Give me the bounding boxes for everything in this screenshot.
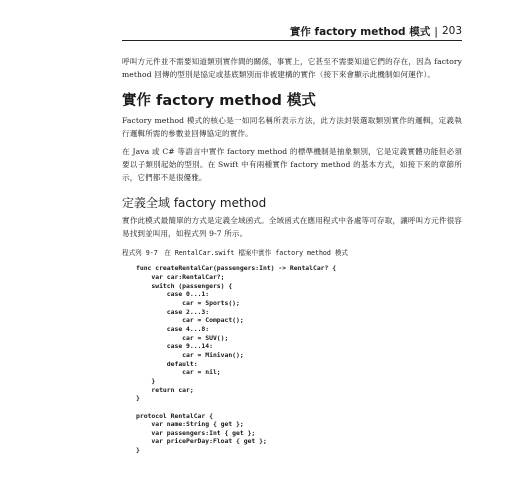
subsection-heading: 定義全域 factory method	[122, 196, 267, 211]
subsection-paragraph: 實作此模式最簡單的方式是定義全域函式。全域函式在應用程式中各處等可存取，讓呼叫方元件很容易找到並叫用，如程式列 9-7 所示。	[122, 216, 462, 238]
header-title: 實作 factory method 模式	[289, 25, 431, 38]
section-heading: 實作 factory method 模式	[122, 93, 316, 110]
section-paragraph-2: 在 Java 或 C# 等語言中實作 factory method 的標準機制是抽象類別，它是定義實體功能但必須要以子類別起始的型別。在 Swift 中有兩種實作 factory method 的基本方式，如接下來的章節所示，它們都不是很優雅。	[122, 147, 462, 182]
listing-caption: 程式列 9-7 在 RentalCar.swift 檔案中實作 factory method 模式	[122, 249, 349, 258]
section-paragraph-1: Factory method 模式的核心是一如同名稱所表示方法，此方法封裝選取類別實作的邏輯，定義執行邏輯所需的參數並回傳協定的實作。	[122, 116, 462, 138]
page-number: 203	[441, 25, 462, 37]
header-separator: |	[434, 24, 438, 38]
page-body	[122, 44, 462, 455]
code-listing: func createRentalCar(passengers:Int) -> RentalCar? { var car:RentalCar?; switch (passengers) { case 0...1: car = Sports(); case 2...3: car = Compact(); case 4...8: car = SUV(); case 9...14: car = Minivan(); default: car = nil; } return car; } protocol RentalCar { var name:String { get }; var passengers:Int { get }; var pricePerDay:Float { get }; }	[136, 264, 337, 455]
intro-paragraph: 呼叫方元件並不需要知道類別實作間的關係，事實上，它甚至不需要知道它們的存在，因為 factory method 回傳的型別是協定或基底類別而非被建構的實作（接下來會顯示此機制如何運作）。	[122, 57, 462, 79]
running-header	[122, 22, 462, 41]
